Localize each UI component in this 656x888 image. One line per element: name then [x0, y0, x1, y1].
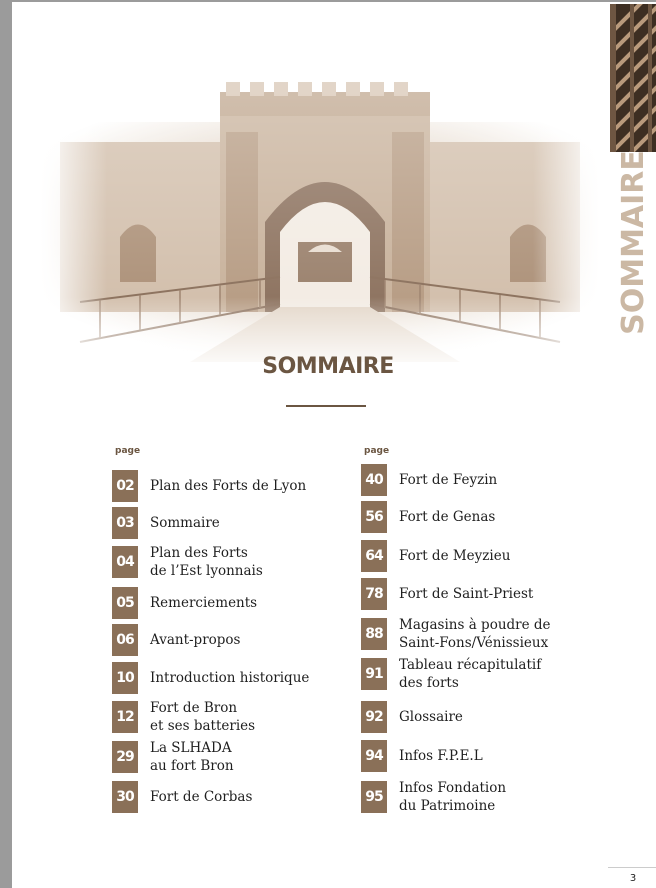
toc-entry[interactable]	[112, 741, 352, 773]
page-title: SOMMAIRE	[262, 354, 394, 379]
toc-entry-label: Infos Fondation du Patrimoine	[399, 780, 507, 814]
toc-entry-label: Fort de Corbas	[150, 789, 253, 805]
toc-entry-label: Sommaire	[150, 515, 220, 531]
toc-page-badge: 12	[112, 701, 138, 733]
toc-entry[interactable]	[112, 507, 352, 539]
toc-entry[interactable]	[361, 464, 601, 496]
toc-entry[interactable]	[361, 618, 601, 650]
toc-entry[interactable]	[112, 546, 352, 578]
toc-entry-label: Introduction historique	[150, 670, 310, 686]
toc-entry-label: Fort de Saint-Priest	[399, 586, 534, 602]
page-number: 3	[622, 871, 644, 887]
toc-page-badge: 29	[112, 741, 138, 773]
toc-entry[interactable]	[361, 781, 601, 813]
title-underline	[286, 405, 366, 407]
toc-entry-label: La SLHADA au fort Bron	[150, 740, 234, 774]
toc-page-badge: 95	[361, 781, 387, 813]
toc-entry-label: Fort de Meyzieu	[399, 548, 511, 564]
toc-entry[interactable]	[112, 470, 352, 502]
toc-entry-label: Avant-propos	[150, 632, 241, 648]
toc-entry[interactable]	[361, 501, 601, 533]
toc-page-badge: 91	[361, 658, 387, 690]
fort-wall-detail-photo	[610, 4, 656, 152]
toc-entry-label: Magasins à poudre de Saint-Fons/Vénissieux	[399, 617, 551, 651]
toc-entry[interactable]	[112, 701, 352, 733]
toc-entry-label: Infos F.P.E.L	[399, 748, 483, 764]
toc-entry[interactable]	[361, 701, 601, 733]
side-tab-label: SOMMAIRE	[615, 149, 651, 335]
toc-page-badge: 30	[112, 781, 138, 813]
toc-entry[interactable]	[112, 587, 352, 619]
toc-entry-label: Fort de Genas	[399, 509, 496, 525]
toc-entry[interactable]	[112, 781, 352, 813]
toc-page-badge: 92	[361, 701, 387, 733]
toc-entry[interactable]	[361, 740, 601, 772]
toc-entry[interactable]	[361, 658, 601, 690]
toc-entry[interactable]	[112, 624, 352, 656]
toc-entry-label: Fort de Bron et ses batteries	[150, 700, 256, 734]
toc-entry-label: Plan des Forts de Lyon	[150, 478, 307, 494]
toc-page-badge: 88	[361, 618, 387, 650]
toc-page-badge: 06	[112, 624, 138, 656]
toc-entry-label: Fort de Feyzin	[399, 472, 498, 488]
fort-gate-photo	[40, 72, 600, 372]
toc-entry-label: Plan des Forts de l’Est lyonnais	[150, 545, 263, 579]
toc-page-badge: 94	[361, 740, 387, 772]
toc-page-badge: 05	[112, 587, 138, 619]
toc-page-badge: 78	[361, 578, 387, 610]
left-column-header: page	[115, 446, 141, 456]
right-column-header: page	[364, 446, 390, 456]
toc-page-badge: 03	[112, 507, 138, 539]
toc-entry-label: Remerciements	[150, 595, 258, 611]
toc-page-badge: 04	[112, 546, 138, 578]
toc-page-badge: 10	[112, 662, 138, 694]
toc-page-badge: 02	[112, 470, 138, 502]
toc-entry[interactable]	[112, 662, 352, 694]
toc-entry-label: Tableau récapitulatif des forts	[399, 657, 542, 691]
toc-entry-label: Glossaire	[399, 709, 463, 725]
toc-entry[interactable]	[361, 540, 601, 572]
page-number-rule	[608, 867, 656, 868]
toc-page-badge: 56	[361, 501, 387, 533]
toc-entry[interactable]	[361, 578, 601, 610]
toc-page-badge: 40	[361, 464, 387, 496]
toc-page-badge: 64	[361, 540, 387, 572]
